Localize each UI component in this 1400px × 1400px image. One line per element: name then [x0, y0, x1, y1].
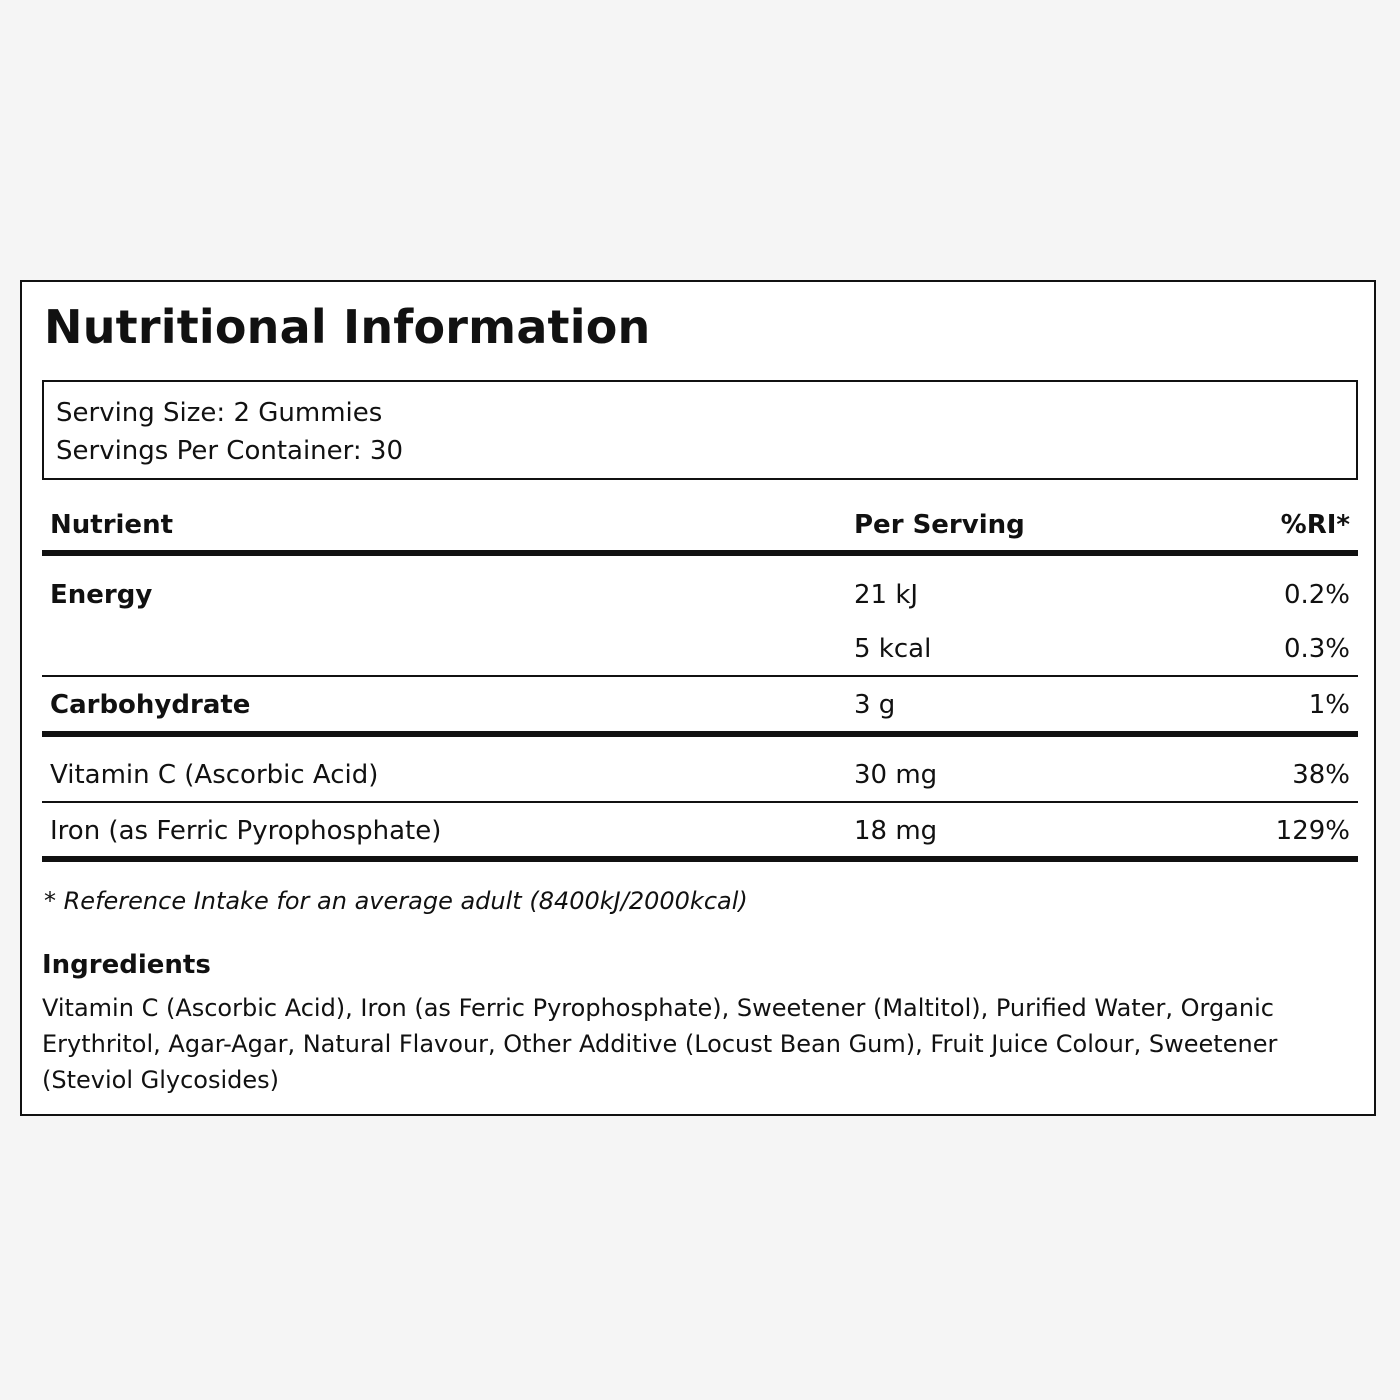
nutrition-panel	[20, 280, 1376, 1116]
row-ri: 0.2%	[1283, 580, 1350, 610]
row-divider	[42, 675, 1358, 677]
row-ri: 1%	[1308, 690, 1350, 720]
row-ri: 38%	[1292, 760, 1350, 790]
row-nutrient: Energy	[50, 580, 153, 610]
header-ri: %RI*	[1280, 510, 1350, 540]
row-ri: 0.3%	[1283, 634, 1350, 664]
row-per-serving: 5 kcal	[854, 634, 932, 664]
row-nutrient: Iron (as Ferric Pyrophosphate)	[50, 816, 442, 846]
reference-intake-footnote: * Reference Intake for an average adult (8400kJ/2000kcal)	[44, 887, 748, 915]
row-per-serving: 18 mg	[854, 816, 938, 846]
row-per-serving: 21 kJ	[854, 580, 919, 610]
servings-per-container: Servings Per Container: 30	[56, 436, 404, 466]
serving-info-box	[42, 380, 1358, 480]
row-per-serving: 30 mg	[854, 760, 938, 790]
table-row	[42, 760, 1358, 792]
header-divider	[42, 550, 1358, 556]
serving-size: Serving Size: 2 Gummies	[56, 398, 383, 428]
row-ri: 129%	[1275, 816, 1350, 846]
ingredients-text: Vitamin C (Ascorbic Acid), Iron (as Ferric Pyrophosphate), Sweetener (Maltitol), Purified Water, Organic Erythritol, Agar-Agar, Natural Flavour, Other Additive (Locust Bean Gum), Fruit Juice Colour, Sweetener (Steviol Glycosides)	[42, 994, 1278, 1094]
row-nutrient: Carbohydrate	[50, 690, 251, 720]
section-divider	[42, 731, 1358, 737]
table-header-row	[42, 510, 1358, 542]
ingredients-heading: Ingredients	[42, 950, 211, 980]
table-row	[42, 816, 1358, 848]
table-row	[42, 580, 1358, 612]
header-nutrient: Nutrient	[50, 510, 174, 540]
row-per-serving: 3 g	[854, 690, 896, 720]
row-nutrient: Vitamin C (Ascorbic Acid)	[50, 760, 379, 790]
row-divider	[42, 801, 1358, 803]
table-row	[42, 634, 1358, 666]
table-bottom-divider	[42, 856, 1358, 862]
panel-title: Nutritional Information	[44, 300, 651, 354]
header-per-serving: Per Serving	[854, 510, 1025, 540]
table-row	[42, 690, 1358, 722]
